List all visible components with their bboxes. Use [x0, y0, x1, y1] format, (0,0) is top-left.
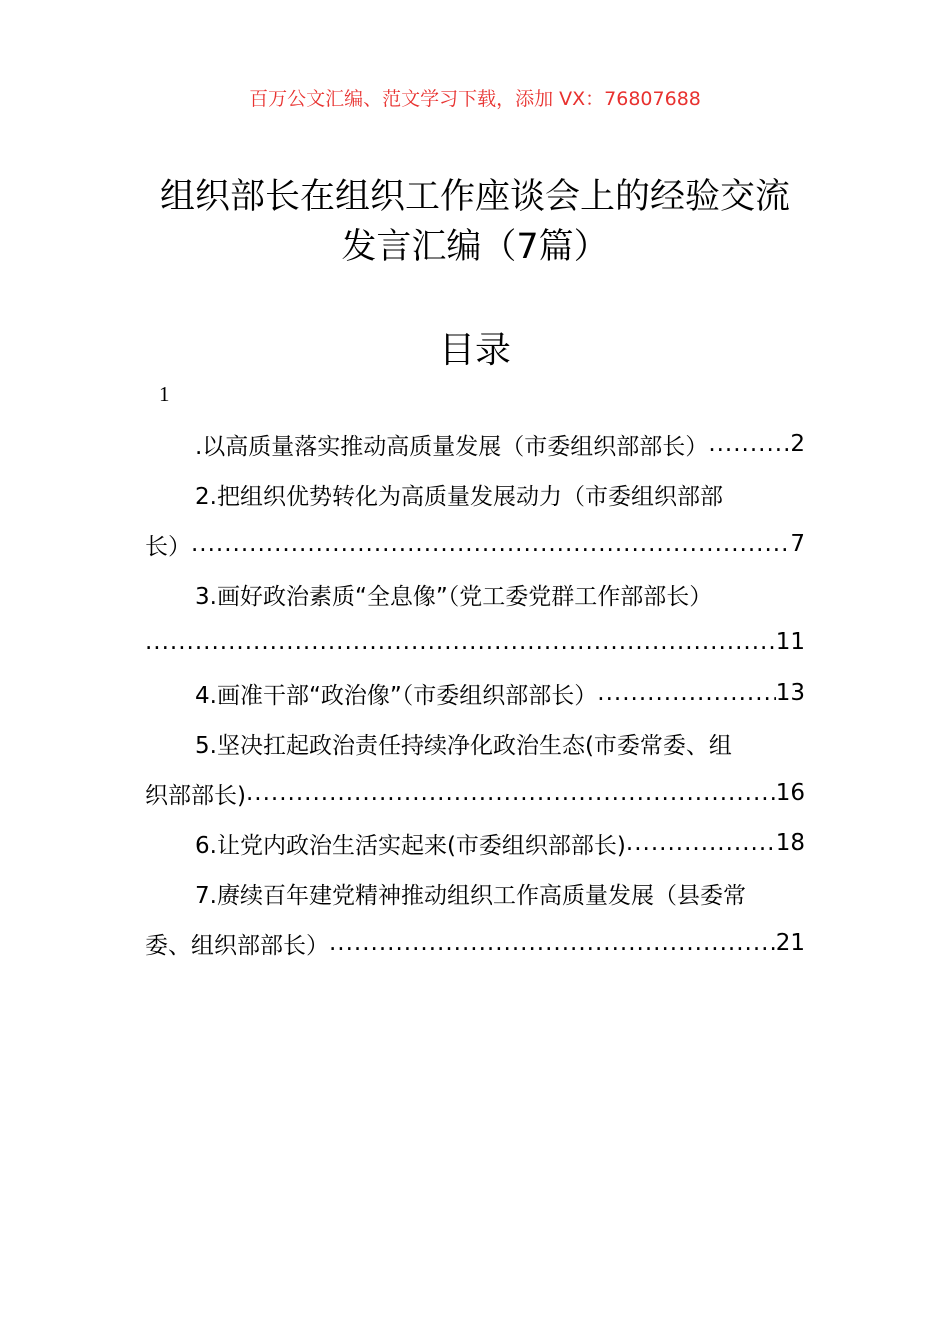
toc-entry-5-cont[interactable] [145, 773, 805, 813]
dot-leader [145, 629, 776, 655]
dot-leader [626, 830, 776, 856]
title-line-1: 组织部长在组织工作座谈会上的经验交流 [159, 177, 790, 217]
toc-entry-text: 2.把组织优势转化为高质量发展动力（市委组织部部 [195, 483, 723, 510]
toc-entry-text: .以高质量落实推动高质量发展（市委组织部部长） [195, 433, 709, 460]
toc-entry-6[interactable] [145, 823, 805, 863]
toc-entry-7[interactable] [145, 873, 805, 913]
toc-entry-text: 6.让党内政治生活实起来(市委组织部部长) [195, 832, 626, 859]
toc-entry-4[interactable] [145, 673, 805, 713]
toc-entry-1[interactable] [145, 424, 805, 464]
toc-entry-5[interactable] [145, 723, 805, 763]
toc-page-number: 7 [790, 531, 805, 557]
toc-entry-text-cont: 织部部长) [145, 782, 246, 809]
toc-page-number: 18 [775, 830, 805, 856]
document-title [0, 172, 950, 272]
toc-page-number: 21 [775, 930, 805, 956]
toc-entry-text: 5.坚决扛起政治责任持续净化政治生态(市委常委、组 [195, 732, 732, 759]
toc-page-number: 16 [775, 780, 805, 806]
dot-leader [191, 531, 790, 557]
toc-entry-7-cont[interactable] [145, 923, 805, 963]
toc-entry-text-cont: 委、组织部部长） [145, 932, 329, 959]
dot-leader [597, 680, 775, 706]
watermark-banner: 百万公文汇编、范文学习下载，添加 VX：76807688 [249, 88, 701, 110]
dot-leader [246, 780, 776, 806]
toc-entry-3[interactable] [145, 574, 805, 614]
dot-leader [708, 431, 790, 457]
toc-page-number: 2 [790, 431, 805, 457]
toc-entry-text: 7.赓续百年建党精神推动组织工作高质量发展（县委常 [195, 882, 746, 909]
toc-entry-2[interactable] [145, 474, 805, 514]
stray-number: 1 [159, 382, 170, 406]
toc-entry-3-cont[interactable] [145, 622, 805, 662]
toc-page-number: 11 [775, 629, 805, 655]
toc-entry-text: 3.画好政治素质“全息像”（党工委党群工作部部长） [195, 583, 713, 610]
toc-entry-2-cont[interactable] [145, 524, 805, 564]
title-line-2: 发言汇编（7篇） [341, 227, 609, 267]
toc-heading: 目录 [438, 330, 511, 371]
toc-page-number: 13 [775, 680, 805, 706]
toc-entry-text: 4.画准干部“政治像”（市委组织部部长） [195, 682, 598, 709]
toc-entry-text-cont: 长） [145, 533, 191, 560]
dot-leader [329, 930, 776, 956]
